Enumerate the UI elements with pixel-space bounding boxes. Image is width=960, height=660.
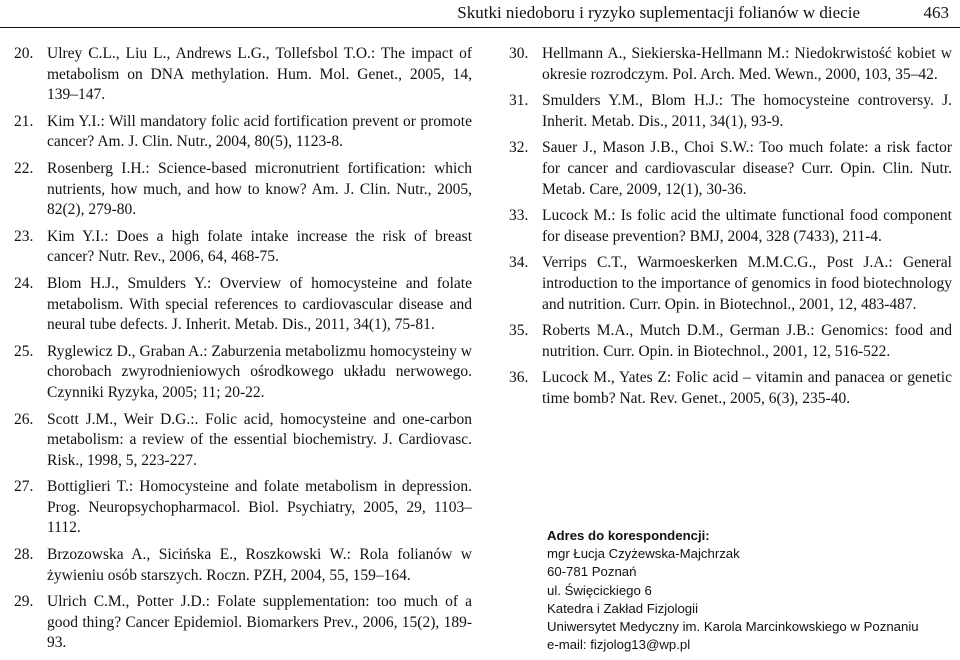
reference-text: Bottiglieri T.: Homocysteine and folate metabolism in depression. Prog. Neuropsychopharmacol. Biol. Psychiatry, 2005, 29, 1103–1112. xyxy=(47,478,472,537)
reference-text: Scott J.M., Weir D.G.:. Folic acid, homocysteine and one-carbon metabolism: a review of the essential biochemistry. J. Cardiovasc. Risk., 1998, 5, 223-227. xyxy=(47,410,472,469)
reference-item xyxy=(509,206,952,247)
reference-number: 28. xyxy=(14,546,34,564)
reference-text: Lucock M., Yates Z: Folic acid – vitamin and panacea or genetic time bomb? Nat. Rev. Genet., 2005, 6(3), 235-40. xyxy=(542,369,952,407)
reference-number: 23. xyxy=(14,227,34,245)
reference-item xyxy=(14,227,472,268)
reference-item xyxy=(14,274,472,336)
reference-number: 32. xyxy=(509,139,529,157)
reference-number: 26. xyxy=(14,410,34,428)
page-header xyxy=(0,0,960,30)
reference-item xyxy=(509,138,952,200)
reference-text: Ulrey C.L., Liu L., Andrews L.G., Tollefsbol T.O.: The impact of metabolism on DNA methylation. Hum. Mol. Genet., 2005, 14, 139–147. xyxy=(47,45,472,104)
correspondence-name: mgr Łucja Czyżewska-Majchrzak xyxy=(547,546,740,562)
reference-number: 36. xyxy=(509,369,529,387)
reference-text: Roberts M.A., Mutch D.M., German J.B.: Genomics: food and nutrition. Curr. Opin. in Biotechnol., 2001, 12, 516-522. xyxy=(542,322,952,360)
reference-item xyxy=(509,368,952,409)
reference-text: Blom H.J., Smulders Y.: Overview of homocysteine and folate metabolism. With special references to cardiovascular disease and neural tube defects. J. Inherit. Metab. Dis., 2011, 34(1), 75-81. xyxy=(47,274,472,334)
reference-text: Smulders Y.M., Blom H.J.: The homocysteine controversy. J. Inherit. Metab. Dis., 2011, 34(1), 93-9. xyxy=(542,92,952,130)
reference-number: 20. xyxy=(14,45,34,62)
reference-item xyxy=(14,592,472,654)
reference-text: Ryglewicz D., Graban A.: Zaburzenia metabolizmu homocysteiny w chorobach zwyrodnieniowych ośrodkowego układu nerwowego. Czynniki Ryzyka, 2005; 11; 20-22. xyxy=(47,342,472,401)
correspondence-street: ul. Święcickiego 6 xyxy=(547,582,652,598)
correspondence-email[interactable]: e-mail: fizjolog13@wp.pl xyxy=(547,637,691,653)
reference-number: 27. xyxy=(14,478,34,496)
reference-item xyxy=(14,159,472,221)
header-rule xyxy=(0,27,960,28)
reference-text: Kim Y.I.: Will mandatory folic acid fortification prevent or promote cancer? Am. J. Clin. Nutr., 2004, 80(5), 1123-8. xyxy=(47,112,472,151)
reference-number: 31. xyxy=(509,92,529,110)
reference-text: Sauer J., Mason J.B., Choi S.W.: Too much folate: a risk factor for cancer and cardiovascular disease? Curr. Opin. Clin. Nutr. Metab. Care, 2009, 12(1), 30-36. xyxy=(542,139,952,198)
running-title: Skutki niedoboru i ryzyko suplementacji folianów w diecie xyxy=(457,3,860,22)
correspondence-heading: Adres do korespondencji: xyxy=(547,528,710,543)
reference-item xyxy=(14,477,472,539)
correspondence-block xyxy=(547,527,957,654)
correspondence-postcode: 60-781 Poznań xyxy=(547,564,637,580)
reference-number: 35. xyxy=(509,322,529,340)
reference-text: Brzozowska A., Sicińska E., Roszkowski W.: Rola folianów w żywieniu osób starszych. Roczn. PZH, 2004, 55, 159–164. xyxy=(47,546,472,584)
page-number: 463 xyxy=(923,3,949,22)
correspondence-department: Katedra i Zakład Fizjologii xyxy=(547,600,698,616)
reference-item xyxy=(14,342,472,404)
reference-number: 24. xyxy=(14,274,34,292)
reference-item xyxy=(14,44,472,106)
reference-text: Verrips C.T., Warmoeskerken M.M.C.G., Post J.A.: General introduction to the importance of genomics in food biotechnology and nutrition. Curr. Opin. in Biotechnol., 2001, 12, 483-487. xyxy=(542,254,952,313)
reference-item xyxy=(14,545,472,586)
references-right-column xyxy=(509,44,952,416)
correspondence-university: Uniwersytet Medyczny im. Karola Marcinkowskiego w Poznaniu xyxy=(547,619,919,635)
reference-text: Ulrich C.M., Potter J.D.: Folate supplementation: too much of a good thing? Cancer Epidemiol. Biomarkers Prev., 2006, 15(2), 189-93. xyxy=(47,593,472,652)
reference-number: 21. xyxy=(14,112,34,130)
reference-number: 33. xyxy=(509,207,529,225)
reference-text: Rosenberg I.H.: Science-based micronutrient fortification: which nutrients, how much, and how to know? Am. J. Clin. Nutr., 2005, 82(2), 279-80. xyxy=(47,159,472,219)
reference-item xyxy=(509,91,952,132)
reference-item xyxy=(14,410,472,472)
references-left-column xyxy=(14,44,472,660)
reference-number: 34. xyxy=(509,254,529,272)
reference-item xyxy=(509,253,952,315)
reference-text: Lucock M.: Is folic acid the ultimate functional food component for disease prevention? BMJ, 2004, 328 (7433), 211-4. xyxy=(542,207,952,245)
reference-number: 22. xyxy=(14,159,34,177)
reference-text: Kim Y.I.: Does a high folate intake increase the risk of breast cancer? Nutr. Rev., 2006, 64, 468-75. xyxy=(47,227,472,266)
reference-item xyxy=(509,321,952,362)
reference-number: 30. xyxy=(509,45,529,62)
reference-number: 25. xyxy=(14,342,34,360)
reference-item xyxy=(509,44,952,85)
reference-text: Hellmann A., Siekierska-Hellmann M.: Niedokrwistość kobiet w okresie rozrodczym. Pol. Arch. Med. Wewn., 2000, 103, 35–42. xyxy=(542,45,952,83)
reference-number: 29. xyxy=(14,593,34,611)
reference-item xyxy=(14,112,472,153)
